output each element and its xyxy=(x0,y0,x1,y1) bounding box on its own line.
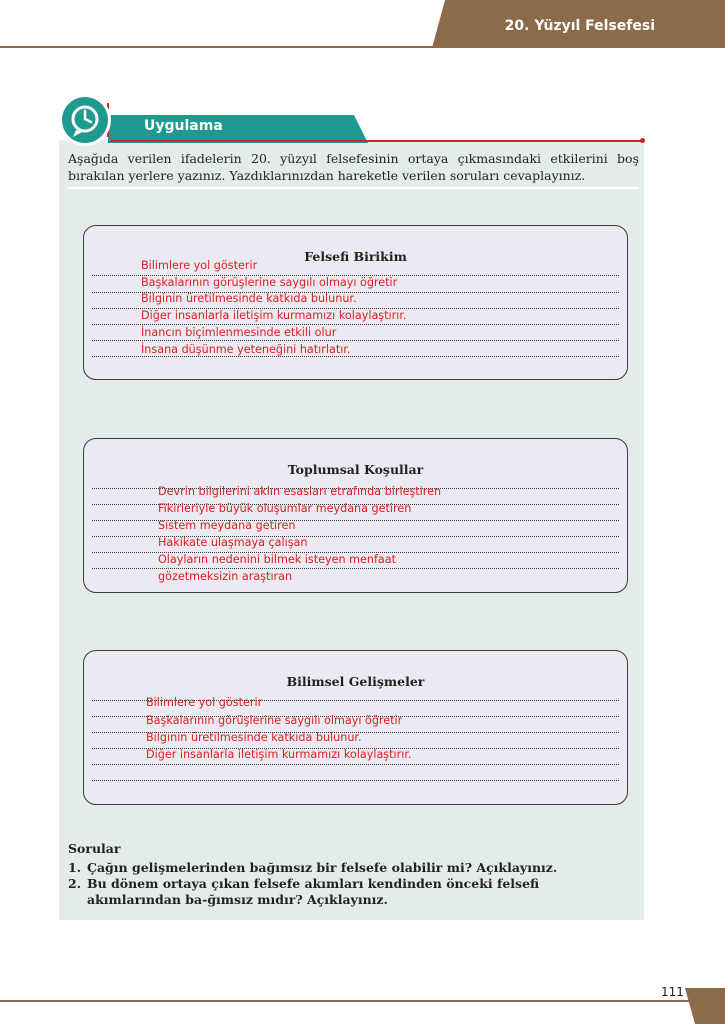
handwritten-answer: Bilimlere yol gösterir xyxy=(146,696,263,709)
footer-rule xyxy=(0,1000,690,1002)
box-title: Bilimsel Gelişmeler xyxy=(286,674,425,689)
box-title: Toplumsal Koşullar xyxy=(287,462,424,477)
answer-line xyxy=(92,568,619,569)
handwritten-answer: Başkalarının görüşlerine saygılı olmayı öğretir xyxy=(146,714,403,727)
box-toplumsal-kosullar xyxy=(83,438,628,593)
box-title: Felsefi Birikim xyxy=(304,249,407,264)
handwritten-answer: Olayların nedenini bilmek isteyen menfaat xyxy=(158,553,397,566)
clock-icon xyxy=(58,93,116,147)
activity-intro: Aşağıda verilen ifadelerin 20. yüzyıl felsefesinin ortaya çıkmasındaki etkilerini boş bırakılan yerlere yazınız. Yazdıklarınızdan hareketle verilen soruları cevaplayınız. xyxy=(68,151,639,183)
handwritten-answer: Sistem meydana getiren xyxy=(158,519,296,532)
handwritten-answer: İnsana düşünme yeteneğini hatırlatır. xyxy=(141,343,351,356)
handwritten-answer: Diğer insanlarla iletişim kurmamızı kolaylaştırır. xyxy=(141,309,407,322)
questions-heading: Sorular xyxy=(68,841,121,856)
question-text: Çağın gelişmelerinden bağımsız bir felsefe olabilir mi? Açıklayınız. xyxy=(87,860,558,875)
handwritten-answer: Bilginin üretilmesinde katkıda bulunur. xyxy=(141,292,357,305)
divider-dot xyxy=(640,138,645,143)
question-text: Bu dönem ortaya çıkan felsefe akımları kendinden önceki felsefi akımlarından ba-ğımsız mıdır? Açıklayınız. xyxy=(87,876,540,907)
section-divider xyxy=(110,140,644,142)
question-item xyxy=(68,876,628,908)
handwritten-answer: Devrin bilgilerini aklın esasları etrafında birleştiren xyxy=(158,485,442,498)
handwritten-answer: Hakikate ulaşmaya çalışan xyxy=(158,536,308,549)
handwritten-answer: Bilginin üretilmesinde katkıda bulunur. xyxy=(146,731,362,744)
answer-line xyxy=(92,324,619,325)
box-felsefi-birikim xyxy=(83,225,628,380)
question-number: 1. xyxy=(68,860,82,875)
question-item xyxy=(68,860,628,876)
handwritten-answer: Bilimlere yol gösterir xyxy=(141,259,258,272)
intro-rule xyxy=(68,187,639,189)
page-corner xyxy=(685,988,725,1024)
box-bilimsel-gelismeler xyxy=(83,650,628,805)
answer-line xyxy=(92,764,619,765)
handwritten-answer: gözetmeksizin araştıran xyxy=(158,570,293,583)
page-number: 111 xyxy=(661,985,684,999)
handwritten-answer: Diğer insanlarla iletişim kurmamızı kolaylaştırır. xyxy=(146,748,412,761)
handwritten-answer: Başkalarının görüşlerine saygılı olmayı öğretir xyxy=(141,276,398,289)
handwritten-answer: Fikirleriyle büyük oluşumlar meydana getiren xyxy=(158,502,412,515)
handwritten-answer: İnancın biçimlenmesinde etkili olur xyxy=(141,326,337,339)
questions-list xyxy=(68,860,628,908)
question-number: 2. xyxy=(68,876,82,891)
chapter-title: 20. Yüzyıl Felsefesi xyxy=(504,18,655,34)
activity-label: Uygulama xyxy=(144,118,223,134)
answer-line xyxy=(92,340,619,341)
answer-line xyxy=(92,780,619,781)
